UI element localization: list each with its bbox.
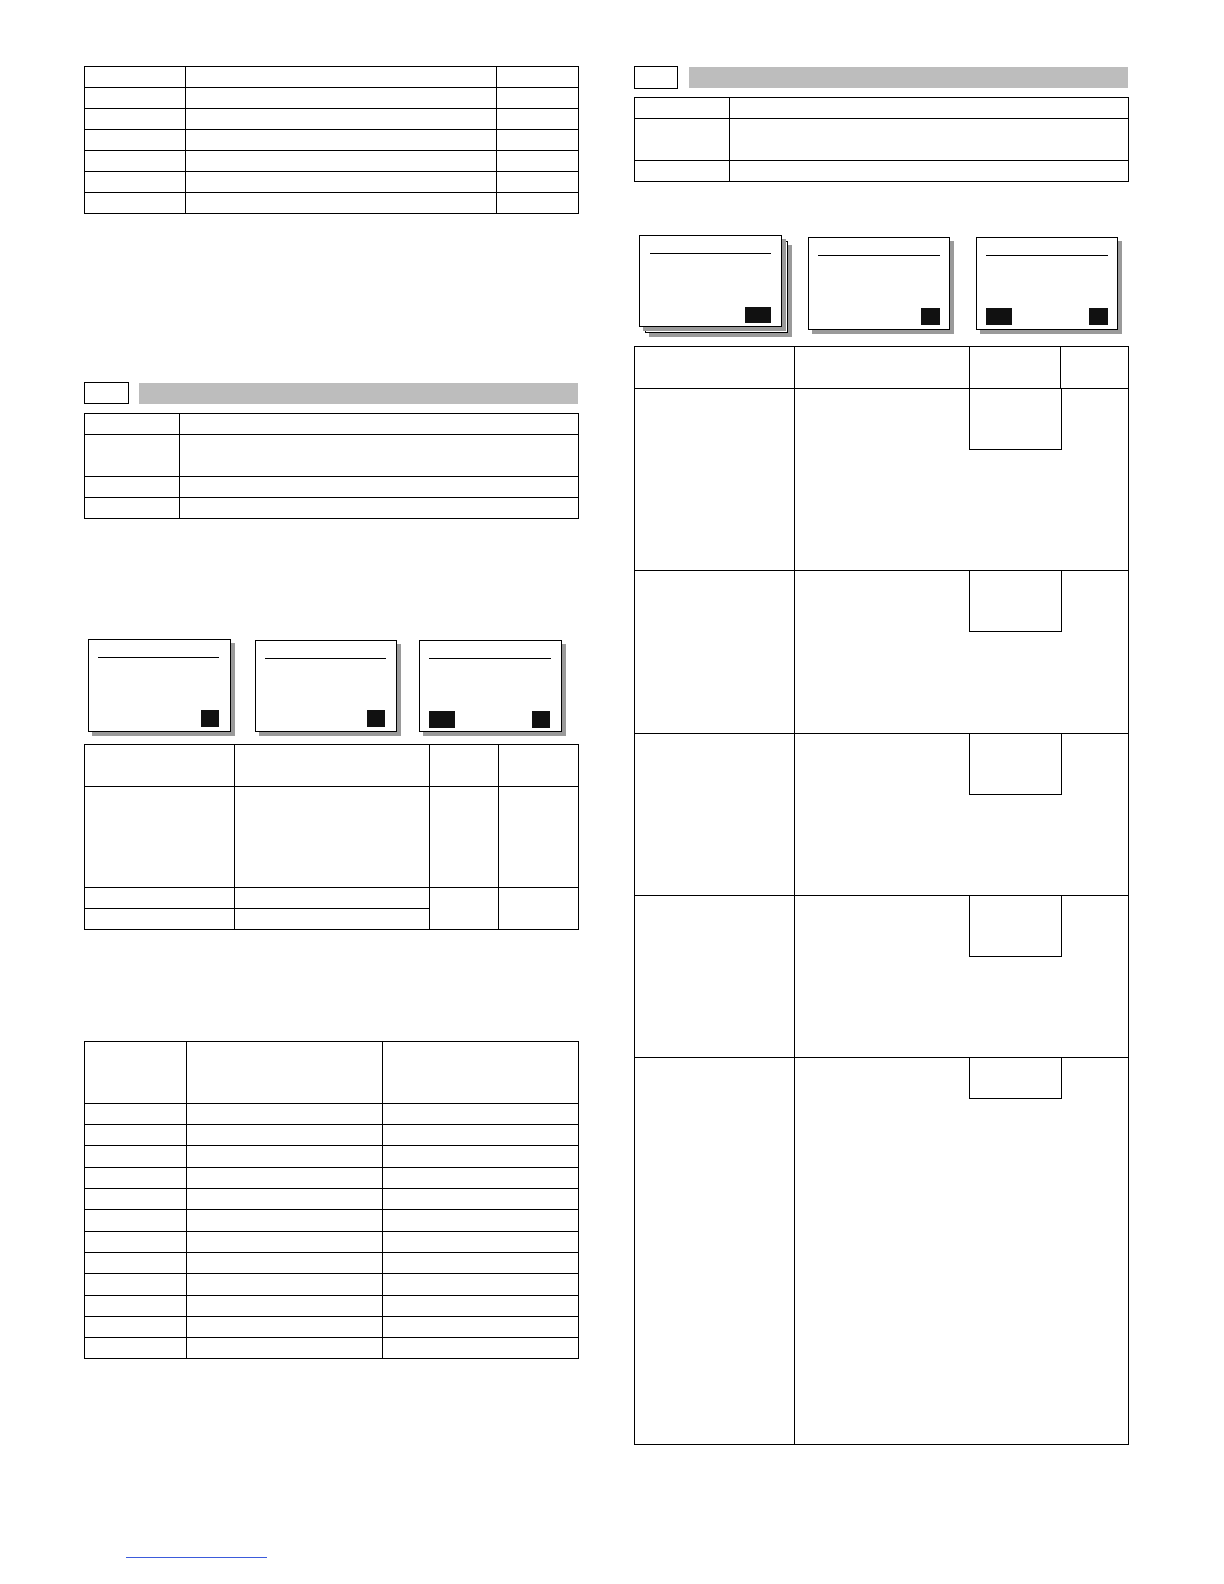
soft-key — [1089, 308, 1108, 325]
table-cell — [85, 172, 186, 193]
table-cell — [85, 193, 186, 214]
table-cell — [187, 1168, 383, 1189]
settings-table — [634, 346, 1129, 1445]
table-cell — [85, 1189, 187, 1210]
table-cell — [85, 909, 235, 930]
table-cell — [383, 1042, 579, 1104]
soft-key — [921, 308, 940, 325]
table-cell — [85, 1338, 187, 1359]
table-cell — [186, 67, 497, 88]
table-cell — [85, 1146, 187, 1168]
table-cell — [85, 888, 235, 909]
table-cell — [383, 1189, 579, 1210]
table-cell — [187, 1232, 383, 1253]
table-cell — [85, 414, 180, 435]
soft-key — [201, 710, 219, 727]
soft-key — [745, 307, 771, 323]
table-cell — [187, 1317, 383, 1338]
screen-rule — [429, 658, 551, 659]
table-cell — [497, 67, 579, 88]
table-cell — [85, 1296, 187, 1317]
table-cell — [499, 888, 579, 930]
table-cell — [497, 130, 579, 151]
table-cell — [85, 477, 180, 498]
table-cell — [730, 119, 1129, 161]
section-info-table — [84, 413, 579, 519]
column-line — [1060, 347, 1061, 388]
table-cell — [497, 88, 579, 109]
table-cell — [383, 1104, 579, 1125]
table-cell — [383, 1274, 579, 1296]
soft-key — [986, 308, 1012, 325]
table-cell — [635, 98, 730, 119]
section-title-bar — [689, 67, 1128, 88]
table-cell — [430, 787, 499, 888]
section-number-box — [84, 382, 129, 404]
value-box — [969, 895, 1062, 957]
table-cell — [383, 1296, 579, 1317]
table-cell — [187, 1210, 383, 1232]
table-cell — [187, 1042, 383, 1104]
table-cell — [235, 745, 430, 787]
table-cell — [383, 1338, 579, 1359]
table-cell — [85, 1168, 187, 1189]
table-cell — [180, 477, 579, 498]
settings-table — [84, 744, 579, 930]
table-cell — [383, 1210, 579, 1232]
display-screen — [808, 237, 950, 330]
top-spec-table — [84, 66, 579, 214]
table-cell — [85, 130, 186, 151]
value-box — [969, 570, 1062, 632]
table-cell — [85, 1104, 187, 1125]
table-cell — [85, 1274, 187, 1296]
table-cell — [186, 88, 497, 109]
table-cell — [186, 109, 497, 130]
table-cell — [85, 435, 180, 477]
section-number-box — [634, 66, 678, 89]
screen-rule — [986, 255, 1108, 256]
display-screen — [88, 639, 231, 732]
table-cell — [85, 88, 186, 109]
footer-link[interactable] — [126, 1557, 267, 1558]
table-cell — [383, 1146, 579, 1168]
table-cell — [635, 119, 730, 161]
table-cell — [186, 172, 497, 193]
table-cell — [186, 151, 497, 172]
section-title-bar — [139, 383, 578, 404]
table-cell — [497, 172, 579, 193]
display-screen — [976, 237, 1118, 330]
table-cell — [85, 1232, 187, 1253]
table-cell — [85, 498, 180, 519]
table-cell — [85, 67, 186, 88]
table-cell — [85, 1210, 187, 1232]
table-cell — [187, 1189, 383, 1210]
table-cell — [383, 1317, 579, 1338]
soft-key — [429, 711, 455, 728]
table-cell — [180, 414, 579, 435]
table-cell — [187, 1104, 383, 1125]
table-cell — [235, 888, 430, 909]
table-cell — [187, 1253, 383, 1274]
table-cell — [187, 1296, 383, 1317]
table-cell — [430, 888, 499, 930]
table-cell — [187, 1146, 383, 1168]
value-box — [969, 1057, 1062, 1099]
table-cell — [635, 161, 730, 182]
table-cell — [186, 130, 497, 151]
table-cell — [730, 161, 1129, 182]
display-screen-stacked — [639, 235, 782, 327]
screen-rule — [265, 658, 386, 659]
table-cell — [85, 151, 186, 172]
table-cell — [383, 1168, 579, 1189]
table-cell — [499, 745, 579, 787]
table-cell — [186, 193, 497, 214]
table-cell — [187, 1125, 383, 1146]
section-info-table — [634, 97, 1129, 182]
soft-key — [532, 711, 550, 728]
table-cell — [383, 1232, 579, 1253]
table-cell — [85, 1253, 187, 1274]
table-cell — [235, 909, 430, 930]
table-cell — [85, 745, 235, 787]
table-cell — [85, 1317, 187, 1338]
table-cell — [497, 109, 579, 130]
table-cell — [383, 1253, 579, 1274]
display-screen — [419, 640, 562, 732]
table-cell — [497, 151, 579, 172]
display-screen — [255, 640, 397, 732]
table-cell — [730, 98, 1129, 119]
table-cell — [180, 435, 579, 477]
list-table — [84, 1041, 579, 1359]
table-cell — [85, 787, 235, 888]
table-cell — [85, 109, 186, 130]
table-cell — [85, 1125, 187, 1146]
table-cell — [187, 1274, 383, 1296]
table-cell — [85, 1042, 187, 1104]
table-cell — [497, 193, 579, 214]
screen-rule — [650, 253, 771, 254]
table-cell — [187, 1338, 383, 1359]
column-line — [969, 347, 970, 388]
screen-rule — [818, 255, 940, 256]
value-box — [969, 733, 1062, 795]
table-cell — [430, 745, 499, 787]
table-cell — [499, 787, 579, 888]
value-box — [969, 388, 1062, 450]
screen-rule — [98, 657, 219, 658]
soft-key — [367, 710, 385, 727]
table-cell — [180, 498, 579, 519]
table-cell — [383, 1125, 579, 1146]
table-cell — [235, 787, 430, 888]
